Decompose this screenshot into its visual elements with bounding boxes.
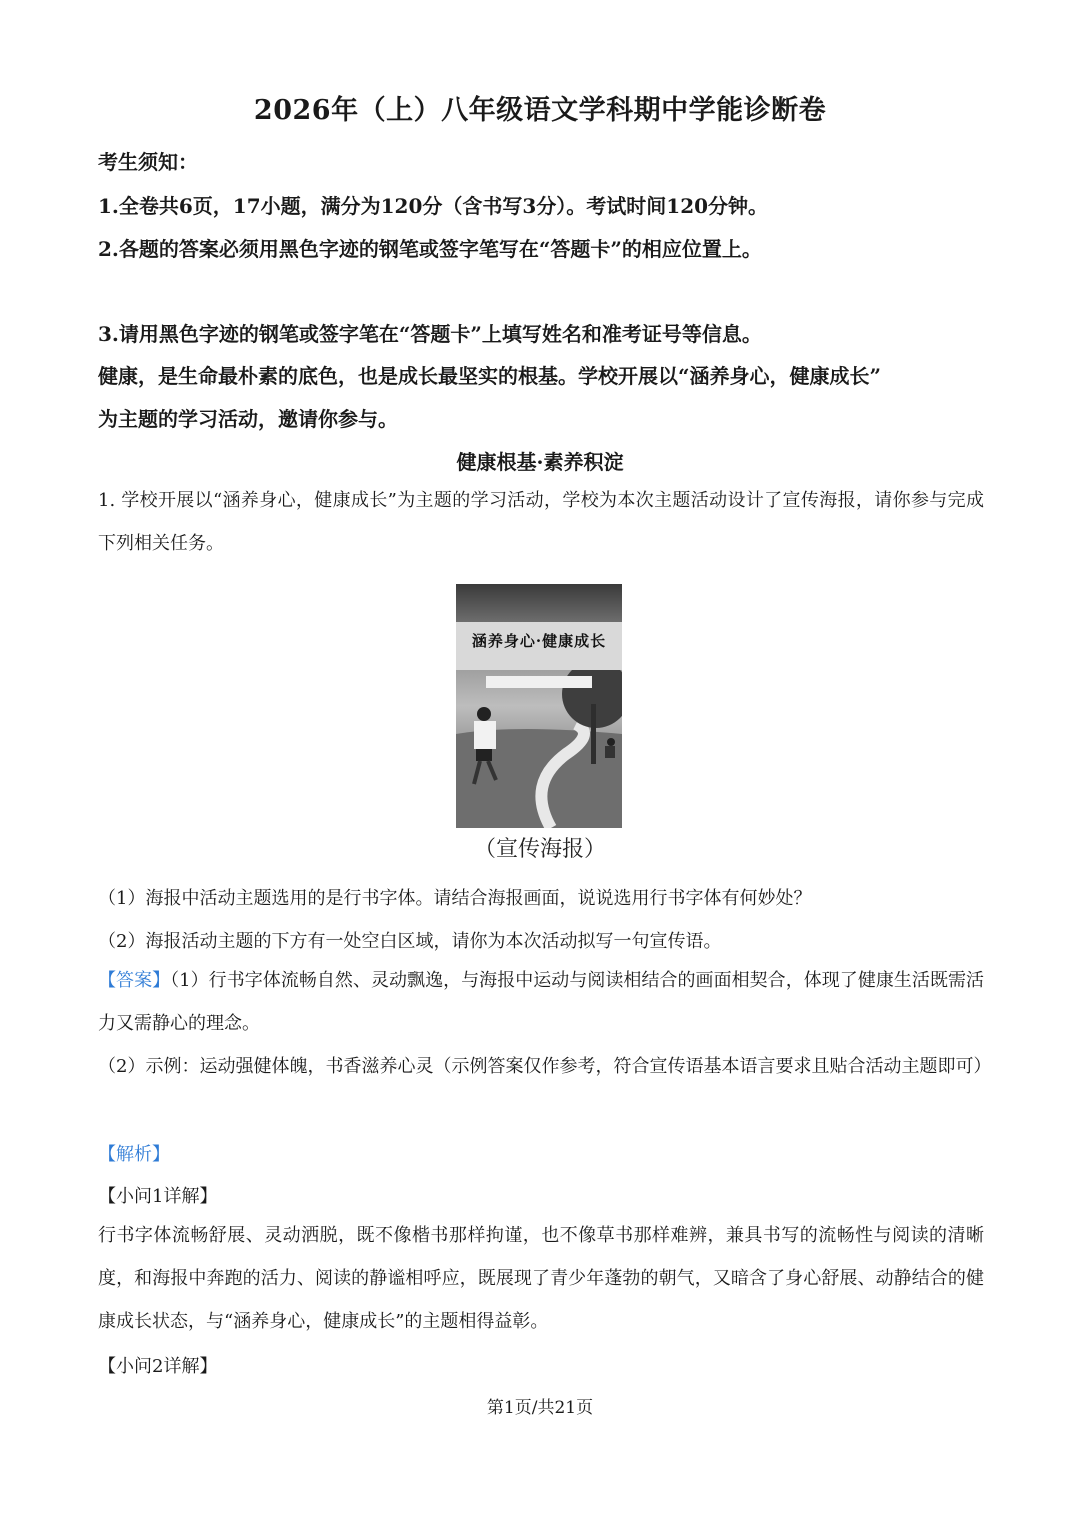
intro-line-2: 为主题的学习活动，邀请你参与。 (98, 407, 398, 431)
poster-image (456, 584, 622, 828)
detail-1-text: 行书字体流畅舒展、灵动洒脱，既不像楷书那样拘谨，也不像草书那样难辨，兼具书写的流畅性与阅读的清晰度，和海报中奔跑的活力、阅读的静谧相呼应，既展现了青少年蓬勃的朝气，又暗含了身心舒展、动静结合的健康成长状态，与“涵养身心，健康成长”的主题相得益彰。 (98, 1225, 984, 1332)
answer-2: （2）示例：运动强健体魄，书香滋养心灵（示例答案仅作参考，符合宣传语基本语言要求且贴合活动主题即可） (98, 1056, 992, 1077)
notice-item-1: 1.全卷共6页，17小题，满分为120分（含书写3分）。考试时间120分钟。 (98, 194, 769, 218)
answer-1-text: （1）行书字体流畅自然、灵动飘逸，与海报中运动与阅读相结合的画面相契合，体现了健康生活既需活力又需静心的理念。 (98, 970, 985, 1034)
poster-caption: （宣传海报） (473, 837, 606, 862)
page-number: 第1页/共21页 (486, 1398, 594, 1418)
subquestion-1: （1）海报中活动主题选用的是行书字体。请结合海报画面，说说选用行书字体有何妙处？ (98, 888, 812, 909)
answer-1 (98, 959, 984, 1045)
notice-heading: 考生须知： (98, 150, 198, 174)
poster-theme-text: 涵养身心·健康成长 (471, 632, 607, 650)
question-stem: 1. 学校开展以“涵养身心，健康成长”为主题的学习活动，学校为本次主题活动设计了宣传海报，请你参与完成下列相关任务。 (98, 490, 984, 554)
section-heading: 健康根基·素养积淀 (456, 450, 624, 474)
detail-2-tag: 【小问2详解】 (98, 1356, 218, 1377)
subquestion-2: （2）海报活动主题的下方有一处空白区域，请你为本次活动拟写一句宣传语。 (98, 931, 722, 952)
poster-scene-graphic (456, 584, 622, 828)
page-title: 2026年（上）八年级语文学科期中学能诊断卷 (253, 95, 827, 126)
intro-line-1: 健康，是生命最朴素的底色，也是成长最坚实的根基。学校开展以“涵养身心，健康成长” (98, 364, 882, 388)
notice-item-3: 3.请用黑色字迹的钢笔或签字笔在“答题卡”上填写姓名和准考证号等信息。 (98, 322, 762, 346)
poster-blank-area (486, 676, 592, 688)
notice-item-2: 2.各题的答案必须用黑色字迹的钢笔或签字笔写在“答题卡”的相应位置上。 (98, 237, 762, 261)
analysis-tag: 【解析】 (98, 1144, 170, 1165)
answer-tag: 【答案】 (98, 970, 171, 991)
detail-1-tag: 【小问1详解】 (98, 1186, 218, 1207)
